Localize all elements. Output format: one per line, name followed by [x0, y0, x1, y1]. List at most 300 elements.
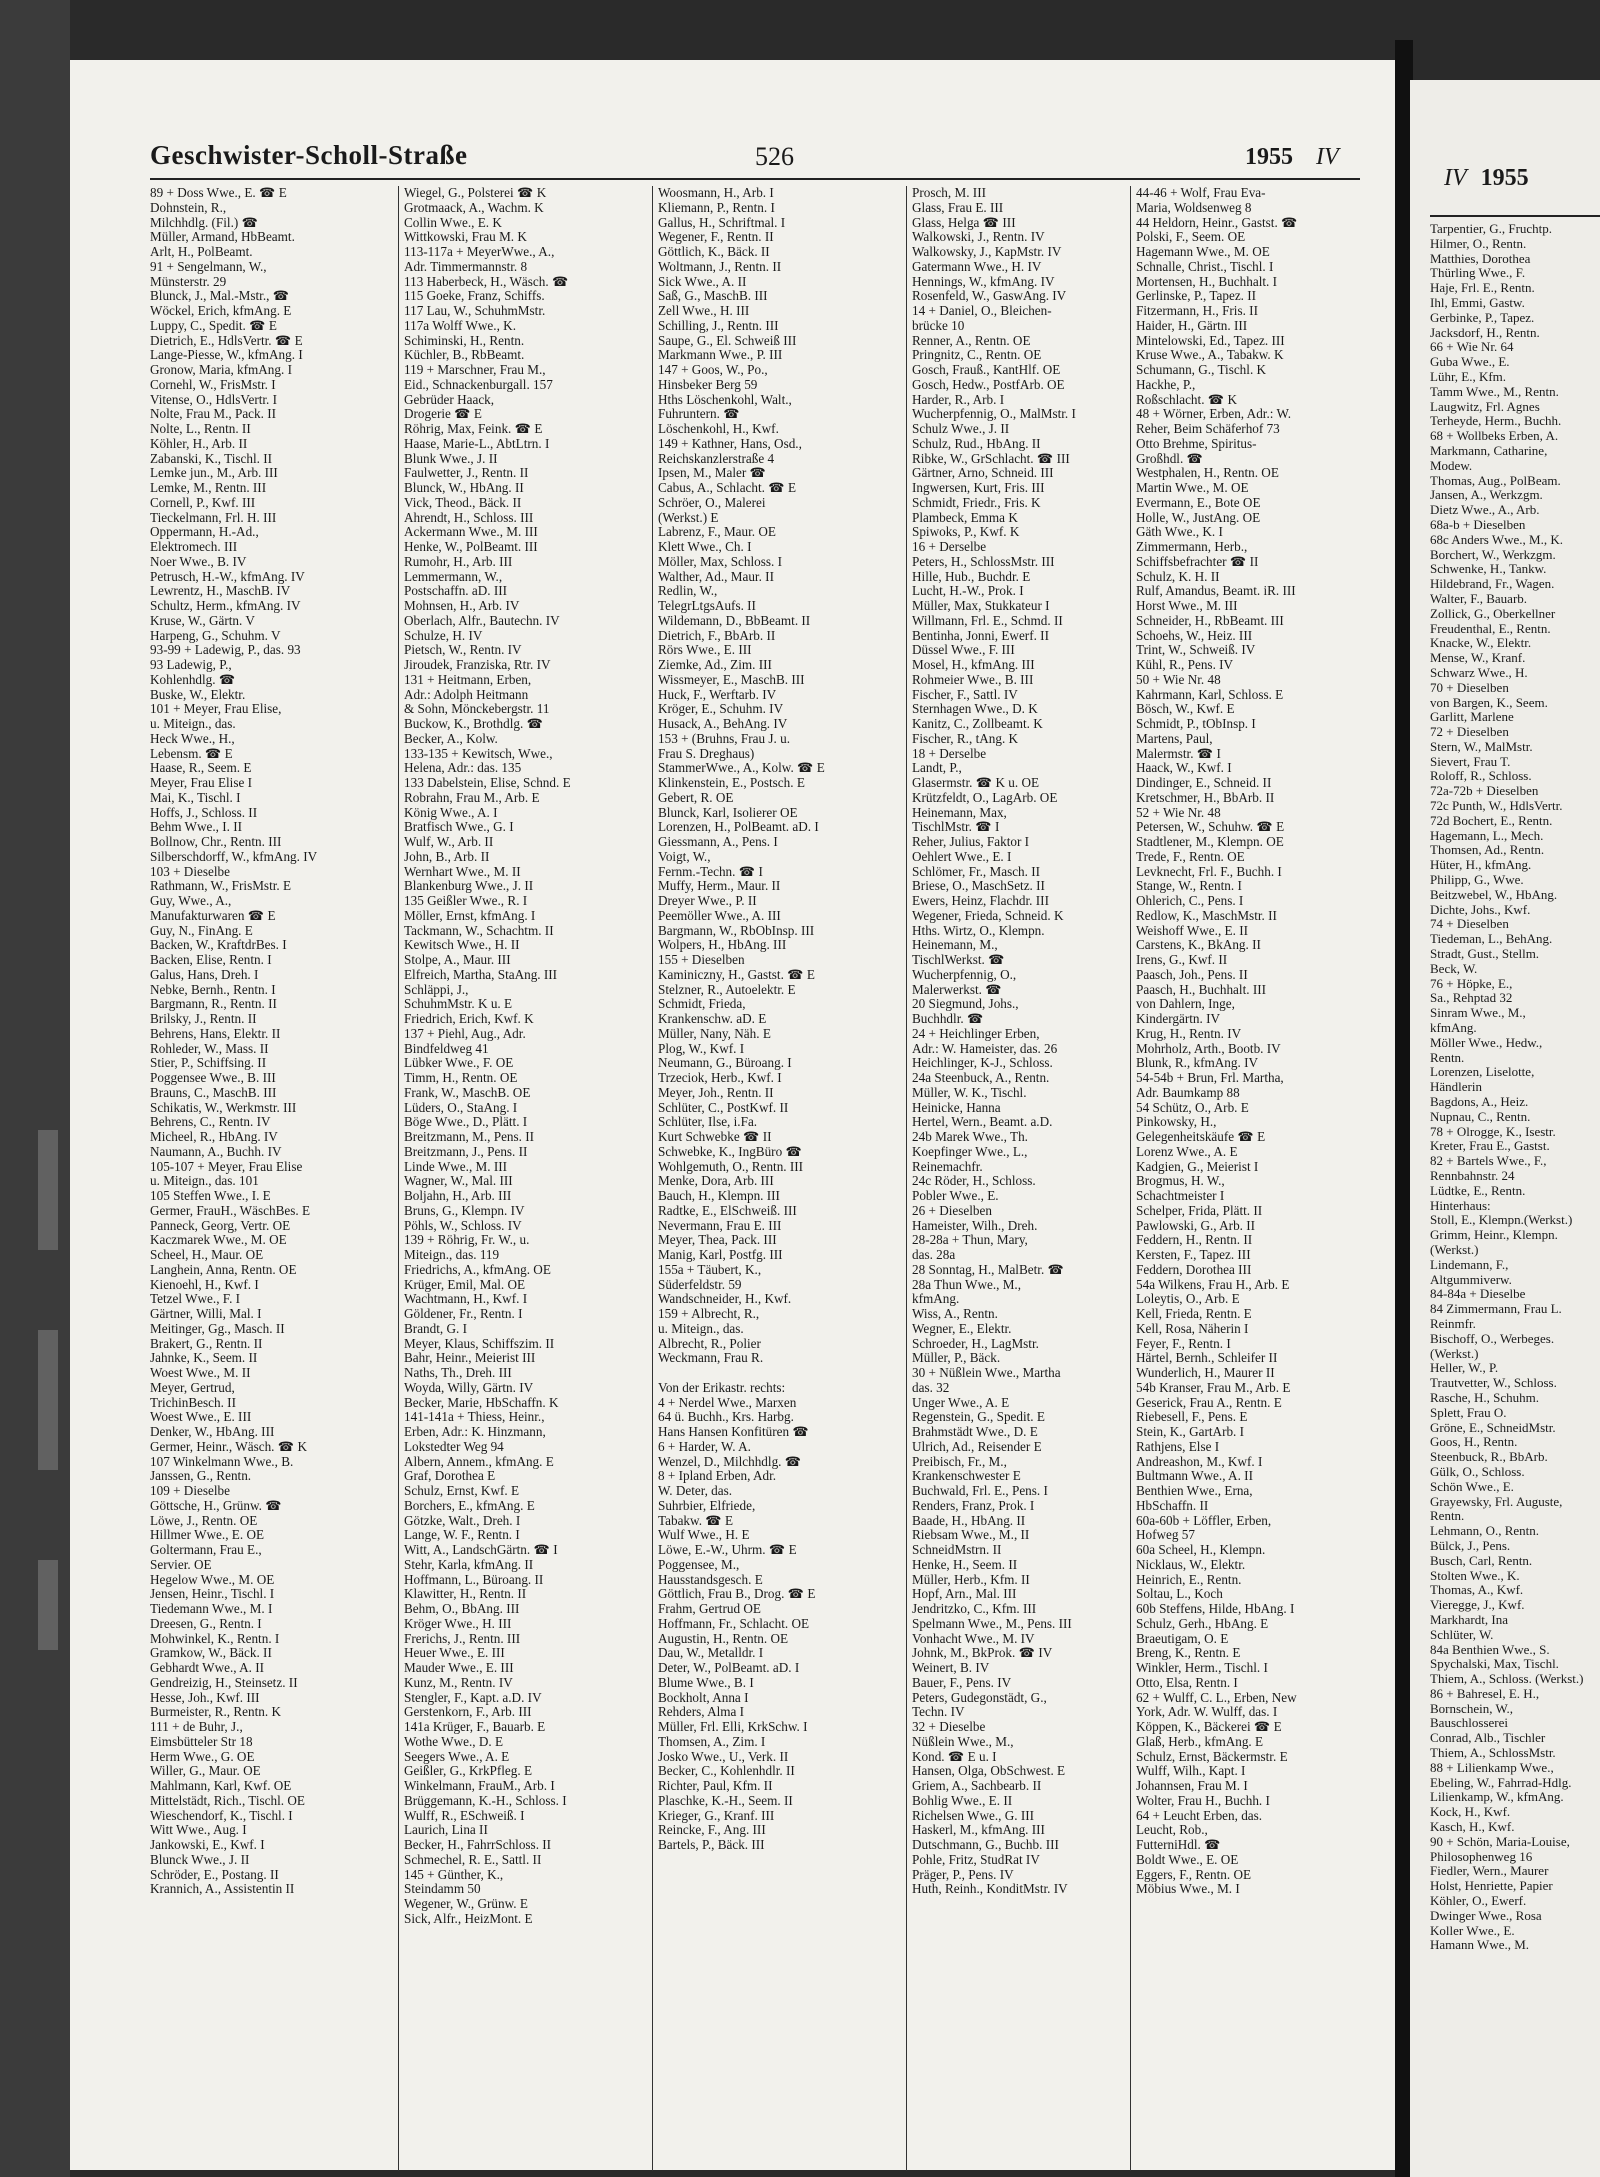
directory-entry: Harpeng, G., Schuhm. V	[150, 627, 281, 643]
directory-entry: Blunck Wwe., J. II	[150, 1851, 250, 1867]
directory-entry: 86 + Bahresel, E. H.,	[1430, 1685, 1540, 1701]
directory-entry: 119 + Marschner, Frau M.,	[404, 362, 546, 377]
directory-entry: Freudenthal, E., Rentn.	[1430, 620, 1551, 636]
directory-entry: Nupnau, C., Rentn.	[1430, 1108, 1531, 1124]
directory-entry: Schlömer, Fr., Masch. II	[912, 863, 1041, 879]
directory-entry: Guy, N., FinAng. E	[150, 922, 253, 938]
directory-entry: Cornell, P., Kwf. III	[150, 494, 256, 510]
directory-entry: Schulz, K. H. II	[1136, 568, 1220, 584]
directory-entry: Rosenfeld, W., GaswAng. IV	[912, 288, 1067, 304]
directory-entry: StammerWwe., A., Kolw. ☎ E	[658, 760, 825, 776]
scan-artifact	[38, 1330, 58, 1470]
volume-label: IV	[1316, 144, 1339, 170]
directory-entry: Meyer, Gertrud,	[150, 1379, 235, 1395]
directory-entry: Husack, A., BehAng. IV	[658, 716, 788, 731]
directory-entry: Krützfeldt, O., LagArb. OE	[912, 789, 1058, 805]
directory-entry: Zollick, G., Oberkellner	[1430, 605, 1556, 621]
directory-entry: Rathjens, Else I	[1136, 1438, 1220, 1454]
right-directory-column	[1430, 222, 1600, 1953]
directory-entry: Wucherpfennig, O.,	[912, 966, 1017, 982]
directory-entry: Beck, W.	[1430, 960, 1478, 976]
directory-entry: 78 + Olrogge, K., Isestr.	[1430, 1123, 1556, 1139]
directory-entry: Stengler, F., Kapt. a.D. IV	[404, 1689, 542, 1705]
directory-entry: Wiegel, G., Polsterei ☎ K	[404, 186, 547, 200]
scan-artifact	[38, 1130, 58, 1250]
directory-entry: Griem, A., Sachbearb. II	[912, 1778, 1042, 1793]
directory-entry: Krankenschwester E	[912, 1468, 1021, 1484]
directory-entry: Hameister, Wilh., Dreh.	[912, 1217, 1038, 1233]
directory-entry: Tieckelmann, Frl. H. III	[150, 509, 277, 525]
directory-entry: 24c Röder, H., Schloss.	[912, 1173, 1036, 1189]
directory-entry: Thürling Wwe., F.	[1430, 265, 1526, 281]
directory-entry: Gebhardt Wwe., A. II	[150, 1660, 265, 1675]
directory-entry: Meitinger, Gg., Masch. II	[150, 1320, 285, 1336]
directory-entry: Unger Wwe., A. E	[912, 1394, 1010, 1410]
directory-entry: Schwarz Wwe., H.	[1430, 664, 1528, 680]
directory-entry: Lucht, H.-W., Prok. I	[912, 583, 1024, 599]
directory-entry: Muffy, Herm., Maur. II	[658, 878, 781, 894]
directory-entry: Jiroudek, Franziska, Rtr. IV	[404, 657, 551, 672]
directory-entry: Zimmermann, Herb.,	[1136, 539, 1248, 554]
directory-entry: 24b Marek Wwe., Th.	[912, 1129, 1028, 1144]
directory-entry: Hillmer Wwe., E. OE	[150, 1527, 265, 1543]
directory-entry: Pinkowsky, H.,	[1136, 1114, 1217, 1130]
directory-entry: Dohnstein, R.,	[150, 199, 227, 215]
directory-entry: Drogerie ☎ E	[404, 406, 482, 422]
directory-entry: Fischer, R., tAng. K	[912, 730, 1019, 746]
directory-entry: Linde Wwe., M. III	[404, 1158, 508, 1174]
directory-entry: Stehr, Karla, kfmAng. II	[404, 1556, 534, 1572]
directory-entry: Wothe Wwe., D. E	[404, 1733, 504, 1749]
directory-entry: Präger, P., Pens. IV	[912, 1866, 1014, 1882]
directory-entry: Galus, Hans, Dreh. I	[150, 966, 259, 982]
directory-entry: Blankenburg Wwe., J. II	[404, 878, 534, 894]
directory-entry: Petersen, W., Schuhw. ☎ E	[1136, 819, 1285, 835]
directory-entry: Heinemann, Max,	[912, 804, 1007, 820]
directory-entry: Wegner, E., Elektr.	[912, 1320, 1012, 1336]
directory-entry: Saupe, G., El. Schweiß III	[658, 332, 797, 348]
directory-entry: Lewrentz, H., MaschB. IV	[150, 583, 291, 599]
directory-entry: Dreesen, G., Rentn. I	[150, 1615, 262, 1631]
directory-entry: Nüßlein Wwe., M.,	[912, 1733, 1014, 1749]
directory-entry: Gelegenheitskäufe ☎ E	[1136, 1129, 1266, 1144]
directory-entry: 84 Zimmermann, Frau L.	[1430, 1301, 1562, 1317]
directory-entry: Winkelmann, FrauM., Arb. I	[404, 1778, 555, 1793]
directory-entry: 32 + Dieselbe	[912, 1719, 986, 1734]
directory-entry: Wandschneider, H., Kwf.	[658, 1291, 792, 1307]
right-page	[1410, 80, 1600, 2177]
directory-entry: 133 Dabelstein, Elise, Schnd. E	[404, 775, 571, 790]
directory-entry: Robrahn, Frau M., Arb. E	[404, 789, 540, 805]
directory-entry: Faulwetter, J., Rentn. II	[404, 465, 529, 481]
directory-entry: Andreashon, M., Kwf. I	[1136, 1453, 1263, 1469]
directory-entry: Walkowsky, J., KapMstr. IV	[912, 244, 1062, 259]
directory-entry: Gröne, E., SchneidMstr.	[1430, 1419, 1556, 1435]
directory-entry: Härtel, Bernh., Schleifer II	[1136, 1350, 1278, 1366]
directory-entry: Langhein, Anna, Rentn. OE	[150, 1261, 297, 1277]
directory-entry: Möller Wwe., Hedw.,	[1430, 1034, 1543, 1050]
directory-entry: Heller, W., P.	[1430, 1360, 1499, 1376]
directory-entry: Heinicke, Hanna	[912, 1099, 1001, 1115]
directory-entry: Wenzel, D., Milchhdlg. ☎	[658, 1453, 802, 1469]
directory-entry: Pöhls, W., Schloss. IV	[404, 1217, 522, 1233]
directory-entry: Schläppi, J.,	[404, 981, 469, 997]
directory-entry: Giessmann, A., Pens. I	[658, 834, 778, 849]
directory-entry: Hennings, W., kfmAng. IV	[912, 273, 1055, 289]
right-year-label: 1955	[1480, 165, 1529, 191]
directory-entry: Gosch, Hedw., PostfArb. OE	[912, 376, 1065, 392]
directory-entry: Suhrbier, Elfriede,	[658, 1497, 756, 1513]
directory-entry: Busch, Carl, Rentn.	[1430, 1552, 1533, 1568]
directory-entry: Mittelstädt, Rich., Tischl. OE	[150, 1792, 305, 1808]
directory-entry: Gosch, Frauß., KantHlf. OE	[912, 362, 1061, 377]
directory-entry: 84-84a + Dieselbe	[1430, 1286, 1526, 1302]
directory-entry: Wolter, Frau H., Buchh. I	[1136, 1792, 1270, 1808]
directory-entry: 117 Lau, W., SchuhmMstr.	[404, 303, 546, 318]
directory-entry: 54 Schütz, O., Arb. E	[1136, 1099, 1249, 1115]
directory-entry: Eid., Schnackenburgall. 157	[404, 376, 553, 392]
directory-entry: Guba Wwe., E.	[1430, 354, 1510, 370]
directory-entry: Knacke, W., Elektr.	[1430, 635, 1532, 651]
directory-entry: Woltmann, J., Rentn. II	[658, 258, 782, 274]
directory-entry: 66 + Wie Nr. 64	[1430, 339, 1514, 355]
directory-entry: Bockholt, Anna I	[658, 1689, 749, 1705]
directory-entry: Müller, Max, Stukkateur I	[912, 598, 1050, 613]
directory-entry: Walter, F., Bauarb.	[1430, 590, 1528, 606]
directory-entry: Roloff, R., Schloss.	[1430, 768, 1532, 784]
directory-entry: Brauns, C., MaschB. III	[150, 1084, 277, 1100]
directory-entry: Martens, Paul,	[1136, 730, 1213, 746]
directory-column-2	[404, 186, 638, 1927]
directory-entry: Kaczmarek Wwe., M. OE	[150, 1232, 287, 1248]
directory-entry: Stier, P., Schiffsing. II	[150, 1055, 267, 1071]
directory-entry: Tamm Wwe., M., Rentn.	[1430, 383, 1559, 399]
directory-entry: Mintelowski, Ed., Tapez. III	[1136, 332, 1285, 348]
directory-entry: Gäth Wwe., K. I	[1136, 524, 1223, 540]
directory-entry: Frau S. Dreghaus)	[658, 745, 755, 761]
directory-entry: Hilmer, O., Rentn.	[1430, 235, 1527, 251]
directory-entry: Lüders, O., StaAng. I	[404, 1099, 518, 1115]
directory-entry: Grotmaack, A., Wachm. K	[404, 199, 544, 215]
directory-entry: Hertel, Wern., Beamt. a.D.	[912, 1114, 1053, 1130]
directory-entry: Postschaffn. aD. III	[404, 583, 508, 599]
directory-entry: Behrens, C., Rentn. IV	[150, 1114, 271, 1130]
directory-entry: Feddern, Dorothea III	[1136, 1261, 1252, 1277]
directory-entry: Fischer, F., Sattl. IV	[912, 686, 1018, 702]
directory-entry: Mense, W., Kranf.	[1430, 650, 1526, 666]
directory-entry: Hackhe, P.,	[1136, 376, 1196, 392]
directory-entry: 141a Krüger, F., Bauarb. E	[404, 1719, 546, 1734]
directory-entry: Müller, W. K., Tischl.	[912, 1084, 1027, 1100]
directory-entry: 89 + Doss Wwe., E. ☎ E	[150, 186, 287, 200]
directory-entry: Schulze, H. IV	[404, 627, 483, 643]
directory-entry: Rumohr, H., Arb. III	[404, 553, 513, 569]
directory-entry: Schmidt, Friedr., Fris. K	[912, 494, 1041, 510]
directory-entry: Glass, Frau E. III	[912, 199, 1004, 215]
directory-entry: Kretschmer, H., BbArb. II	[1136, 789, 1275, 805]
directory-entry: Gärtner, Arno, Schneid. III	[912, 465, 1054, 481]
directory-entry: 62 + Wulff, C. L., Erben, New	[1136, 1689, 1297, 1705]
directory-entry: & Sohn, Mönckebergstr. 11	[404, 701, 550, 717]
directory-entry: Blunck, W., HbAng. II	[404, 480, 524, 495]
directory-entry: Röhrig, Max, Feink. ☎ E	[404, 421, 543, 436]
directory-entry: Großhdl. ☎	[1136, 450, 1203, 466]
directory-entry: Wulff, R., ESchweiß. I	[404, 1807, 525, 1823]
directory-entry: Paasch, Joh., Pens. II	[1136, 966, 1248, 982]
directory-entry: Jankowski, E., Kwf. I	[150, 1837, 265, 1852]
directory-entry: HbSchaffn. II	[1136, 1497, 1209, 1513]
directory-entry: Richelsen Wwe., G. III	[912, 1807, 1035, 1823]
directory-entry: 64 ü. Buchh., Krs. Harbg.	[658, 1409, 794, 1425]
directory-entry: Kaminiczny, H., Gastst. ☎ E	[658, 966, 815, 982]
directory-entry: Otto, Elsa, Rentn. I	[1136, 1674, 1238, 1690]
directory-entry: Loleytis, O., Arb. E	[1136, 1291, 1240, 1307]
directory-entry: Adr. Timmermannstr. 8	[404, 258, 528, 274]
directory-entry: Hegelow Wwe., M. OE	[150, 1571, 275, 1587]
directory-entry: Redlin, W.,	[658, 583, 718, 599]
directory-entry: 93 Ladewig, P.,	[150, 657, 232, 672]
directory-entry: Bindfeldweg 41	[404, 1040, 489, 1056]
directory-entry: Hagemann, L., Mech.	[1430, 827, 1544, 843]
directory-entry: Göttsche, H., Grünw. ☎	[150, 1497, 282, 1513]
directory-entry: Huth, Reinh., KonditMstr. IV	[912, 1881, 1068, 1897]
directory-entry: Buske, W., Elektr.	[150, 686, 246, 702]
directory-entry: 60b Steffens, Hilde, HbAng. I	[1136, 1601, 1295, 1616]
directory-entry: Ohlerich, C., Pens. I	[1136, 893, 1244, 908]
directory-entry: 24a Steenbuck, A., Rentn.	[912, 1070, 1050, 1085]
directory-entry: Briese, O., MaschSetz. II	[912, 878, 1045, 894]
directory-entry: Schlüter, C., PostKwf. II	[658, 1099, 789, 1115]
directory-entry: Plog, W., Kwf. I	[658, 1040, 745, 1056]
directory-entry: Malerwerkst. ☎	[912, 981, 1002, 997]
directory-entry: Schröder, E., Postang. II	[150, 1866, 279, 1882]
directory-entry: Adr. Baumkamp 88	[1136, 1084, 1240, 1100]
directory-entry: 82 + Bartels Wwe., F.,	[1430, 1153, 1547, 1169]
directory-entry: Matthies, Dorothea	[1430, 250, 1531, 266]
directory-entry: Borchert, W., Werkzgm.	[1430, 546, 1556, 562]
directory-entry: Wulf Wwe., H. E	[658, 1527, 750, 1543]
directory-entry: Regenstein, G., Spedit. E	[912, 1409, 1045, 1425]
directory-entry: 141-141a + Thiess, Heinr.,	[404, 1409, 545, 1425]
directory-entry: Meyer, Thea, Pack. III	[658, 1232, 777, 1248]
directory-entry: Bauer, F., Pens. IV	[912, 1674, 1012, 1690]
directory-entry: Wiss, A., Rentn.	[912, 1306, 998, 1321]
right-page-header	[1418, 158, 1600, 198]
scan-edge	[0, 0, 70, 2177]
directory-entry: Philipp, G., Wwe.	[1430, 872, 1524, 888]
directory-entry: Jacksdorf, H., Rentn.	[1430, 324, 1540, 340]
directory-entry: Poggensee Wwe., B. III	[150, 1070, 276, 1085]
directory-entry: Behrens, Hans, Elektr. II	[150, 1025, 281, 1041]
directory-entry: Lorenz Wwe., A. E	[1136, 1143, 1238, 1159]
directory-entry: Trzeciok, Herb., Kwf. I	[658, 1070, 782, 1085]
directory-entry: kfmAng.	[912, 1291, 960, 1307]
directory-entry: Boljahn, H., Arb. III	[404, 1188, 512, 1203]
directory-entry: Kock, H., Kwf.	[1430, 1804, 1511, 1820]
directory-entry: 16 + Derselbe	[912, 539, 987, 554]
directory-entry: Arlt, H., PolBeamt.	[150, 244, 253, 259]
directory-entry: Ingwersen, Kurt, Fris. III	[912, 480, 1045, 495]
directory-entry: 91 + Sengelmann, W.,	[150, 258, 267, 274]
directory-entry: 70 + Dieselben	[1430, 679, 1509, 695]
directory-column-4	[912, 186, 1146, 1897]
directory-entry: Landt, P.,	[912, 760, 962, 776]
directory-entry: Johnk, M., BkProk. ☎ IV	[912, 1645, 1053, 1661]
directory-entry: Dutschmann, G., Buchb. III	[912, 1837, 1059, 1852]
directory-entry: Wucherpfennig, O., MalMstr. I	[912, 406, 1076, 422]
directory-entry: Cornehl, W., FrisMstr. I	[150, 376, 276, 392]
directory-entry: Huck, F., Werftarb. IV	[658, 686, 777, 702]
directory-entry: Spiwoks, P., Kwf. K	[912, 524, 1020, 540]
directory-entry: Breng, K., Rentn. E	[1136, 1645, 1241, 1661]
directory-entry: Manufakturwaren ☎ E	[150, 907, 276, 923]
directory-entry: von Bargen, K., Seem.	[1430, 694, 1548, 710]
directory-entry: Bagdons, A., Heiz.	[1430, 1094, 1529, 1110]
directory-entry: 28-28a + Thun, Mary,	[912, 1232, 1028, 1248]
directory-entry: Beitzwebel, W., HbAng.	[1430, 886, 1558, 902]
directory-entry: 52 + Wie Nr. 48	[1136, 804, 1221, 820]
directory-entry: Bruns, G., Klempn. IV	[404, 1202, 525, 1218]
directory-entry: Wöckel, Erich, kfmAng. E	[150, 303, 292, 318]
directory-entry: Müller, P., Bäck.	[912, 1350, 1001, 1366]
directory-entry: Lüdtke, E., Rentn.	[1430, 1182, 1526, 1198]
directory-entry: Becker, Marie, HbSchaffn. K	[404, 1394, 559, 1410]
directory-entry: Löwe, E.-W., Uhrm. ☎ E	[658, 1542, 797, 1557]
directory-entry: Lehmann, O., Rentn.	[1430, 1523, 1540, 1539]
directory-entry: Gallus, H., Schriftmal. I	[658, 214, 786, 230]
directory-entry: Rasche, H., Schuhm.	[1430, 1389, 1540, 1405]
directory-entry: Winkler, Herm., Tischl. I	[1136, 1660, 1268, 1675]
directory-entry: 72d Bochert, E., Rentn.	[1430, 812, 1553, 828]
directory-entry: Wolpers, H., HbAng. III	[658, 937, 787, 953]
directory-entry: Rulf, Amandus, Beamt. iR. III	[1136, 583, 1296, 599]
directory-entry: 30 + Nüßlein Wwe., Martha	[912, 1365, 1061, 1380]
directory-entry: Schumann, G., Tischl. K	[1136, 362, 1267, 377]
directory-entry: Schulz, Gerh., HbAng. E	[1136, 1615, 1269, 1631]
directory-entry: 113-117a + MeyerWwe., A.,	[404, 244, 555, 259]
directory-entry: Wittkowski, Frau M. K	[404, 229, 527, 245]
directory-entry: Witt Wwe., Aug. I	[150, 1822, 247, 1838]
directory-entry: Evermann, E., Bote OE	[1136, 494, 1261, 510]
street-title: Geschwister-Scholl-Straße	[150, 140, 468, 170]
directory-entry: Müller, Frl. Elli, KrkSchw. I	[658, 1719, 808, 1734]
directory-entry: Thiem, A., Schloss. (Werkst.)	[1430, 1671, 1584, 1687]
directory-entry: Hille, Hub., Buchdr. E	[912, 568, 1031, 584]
directory-entry: Rohleder, W., Mass. II	[150, 1040, 269, 1056]
directory-entry: Neumann, G., Büroang. I	[658, 1055, 792, 1071]
directory-entry: Bartels, P., Bäck. III	[658, 1837, 765, 1852]
directory-entry: Kühl, R., Pens. IV	[1136, 657, 1234, 672]
directory-entry: König Wwe., A. I	[404, 804, 498, 820]
directory-entry: Bentinha, Jonni, Ewerf. II	[912, 627, 1049, 643]
directory-entry: Carstens, K., BkAng. II	[1136, 937, 1261, 953]
directory-entry: Woyda, Willy, Gärtn. IV	[404, 1379, 534, 1395]
directory-entry: Brogmus, H. W.,	[1136, 1173, 1225, 1189]
directory-entry: Steindamm 50	[404, 1881, 481, 1897]
directory-entry: Krieger, G., Kranf. III	[658, 1807, 775, 1823]
directory-entry: 115 Goeke, Franz, Schiffs.	[404, 288, 545, 304]
directory-entry: Gatermann Wwe., H. IV	[912, 258, 1042, 274]
directory-entry: Stern, W., MalMstr.	[1430, 738, 1533, 754]
directory-entry: 72c Punth, W., HdlsVertr.	[1430, 798, 1563, 814]
directory-entry: 44-46 + Wolf, Frau Eva-	[1136, 186, 1266, 200]
directory-entry: Peemöller Wwe., A. III	[658, 907, 781, 923]
directory-entry: Hoffs, J., Schloss. II	[150, 804, 258, 820]
directory-entry: Hofweg 57	[1136, 1527, 1195, 1543]
directory-entry: 24 + Heichlinger Erben,	[912, 1025, 1040, 1041]
page-number: 526	[755, 142, 794, 171]
directory-entry: Martin Wwe., M. OE	[1136, 480, 1249, 495]
directory-entry: Lilienkamp, W., kfmAng.	[1430, 1789, 1564, 1805]
directory-entry: Jahnke, K., Seem. II	[150, 1350, 258, 1366]
directory-entry: Becker, H., FahrrSchloss. II	[404, 1837, 552, 1852]
directory-entry: Schelper, Frida, Plätt. II	[1136, 1202, 1263, 1218]
directory-entry: Rentn.	[1430, 1049, 1465, 1065]
directory-entry: 133-135 + Kewitsch, Wwe.,	[404, 745, 553, 761]
directory-entry: Göttlich, K., Bäck. II	[658, 244, 770, 259]
directory-entry: Behm Wwe., I. II	[150, 819, 243, 835]
directory-entry: Richter, Paul, Kfm. II	[658, 1778, 773, 1793]
directory-entry: Conrad, Alb., Tischler	[1430, 1730, 1546, 1746]
column-divider	[1130, 186, 1131, 2171]
directory-entry: 139 + Röhrig, Fr. W., u.	[404, 1232, 530, 1248]
directory-entry: Markhardt, Ina	[1430, 1611, 1508, 1627]
directory-entry: Haack, W., Kwf. I	[1136, 760, 1232, 776]
directory-entry: 28a Thun Wwe., M.,	[912, 1276, 1022, 1292]
directory-entry: Modew.	[1430, 457, 1473, 473]
directory-entry: Silberschdorff, W., kfmAng. IV	[150, 848, 318, 864]
directory-entry: Riebsam Wwe., M., II	[912, 1527, 1030, 1543]
directory-entry: Mohrholz, Arth., Bootb. IV	[1136, 1040, 1281, 1056]
directory-entry: (Werkst.)	[1430, 1345, 1479, 1361]
directory-entry: Bargmann, R., Rentn. II	[150, 996, 277, 1012]
directory-entry: von Dahlern, Inge,	[1136, 996, 1235, 1012]
directory-entry: Goltermann, Frau E.,	[150, 1542, 262, 1557]
directory-entry: Gebrüder Haack,	[404, 391, 495, 407]
directory-entry: Kliemann, P., Rentn. I	[658, 199, 775, 215]
directory-entry: 20 Siegmund, Johs.,	[912, 996, 1019, 1012]
directory-entry: Brandt, G. I	[404, 1320, 467, 1336]
directory-entry: Philosophenweg 16	[1430, 1848, 1533, 1864]
directory-entry: Graf, Dorothea E	[404, 1468, 496, 1484]
directory-entry: Malermstr. ☎ I	[1136, 745, 1221, 761]
directory-entry: Kewitsch Wwe., H. II	[404, 937, 520, 953]
directory-entry: Albrecht, R., Polier	[658, 1335, 761, 1351]
directory-entry: Adr.: W. Hameister, das. 26	[912, 1040, 1058, 1056]
directory-entry: Bösch, W., Kwf. E	[1136, 701, 1235, 717]
directory-entry: Dwinger Wwe., Rosa	[1430, 1907, 1542, 1923]
directory-entry: Münsterstr. 29	[150, 273, 227, 289]
directory-entry: Stradt, Gust., Stellm.	[1430, 946, 1540, 962]
directory-entry: Dietz Wwe., A., Arb.	[1430, 502, 1540, 518]
directory-entry: Sievert, Frau T.	[1430, 753, 1511, 769]
directory-entry: Hoffmann, Fr., Schlacht. OE	[658, 1615, 810, 1631]
directory-entry: Renders, Franz, Prok. I	[912, 1497, 1035, 1513]
directory-entry: Hans Hansen Konfitüren ☎	[658, 1424, 809, 1439]
directory-entry: Irens, G., Kwf. II	[1136, 952, 1228, 967]
directory-entry: Möller, Max, Schloss. I	[658, 553, 783, 569]
directory-entry: Germer, FrauH., WäschBes. E	[150, 1202, 310, 1218]
directory-entry: Heinrich, E., Rentn.	[1136, 1571, 1242, 1587]
directory-entry: Böge Wwe., D., Plätt. I	[404, 1114, 528, 1130]
directory-entry: Fuhruntern. ☎	[658, 406, 740, 422]
directory-entry: Albern, Annem., kfmAng. E	[404, 1453, 554, 1469]
directory-entry: Jendritzko, C., Kfm. III	[912, 1601, 1037, 1616]
directory-entry: Eggers, F., Rentn. OE	[1136, 1866, 1252, 1882]
directory-entry: Sa., Rehptad 32	[1430, 990, 1513, 1006]
directory-entry: Dichte, Johs., Kwf.	[1430, 901, 1531, 917]
directory-entry: Hths Löschenkohl, Walt.,	[658, 391, 792, 407]
